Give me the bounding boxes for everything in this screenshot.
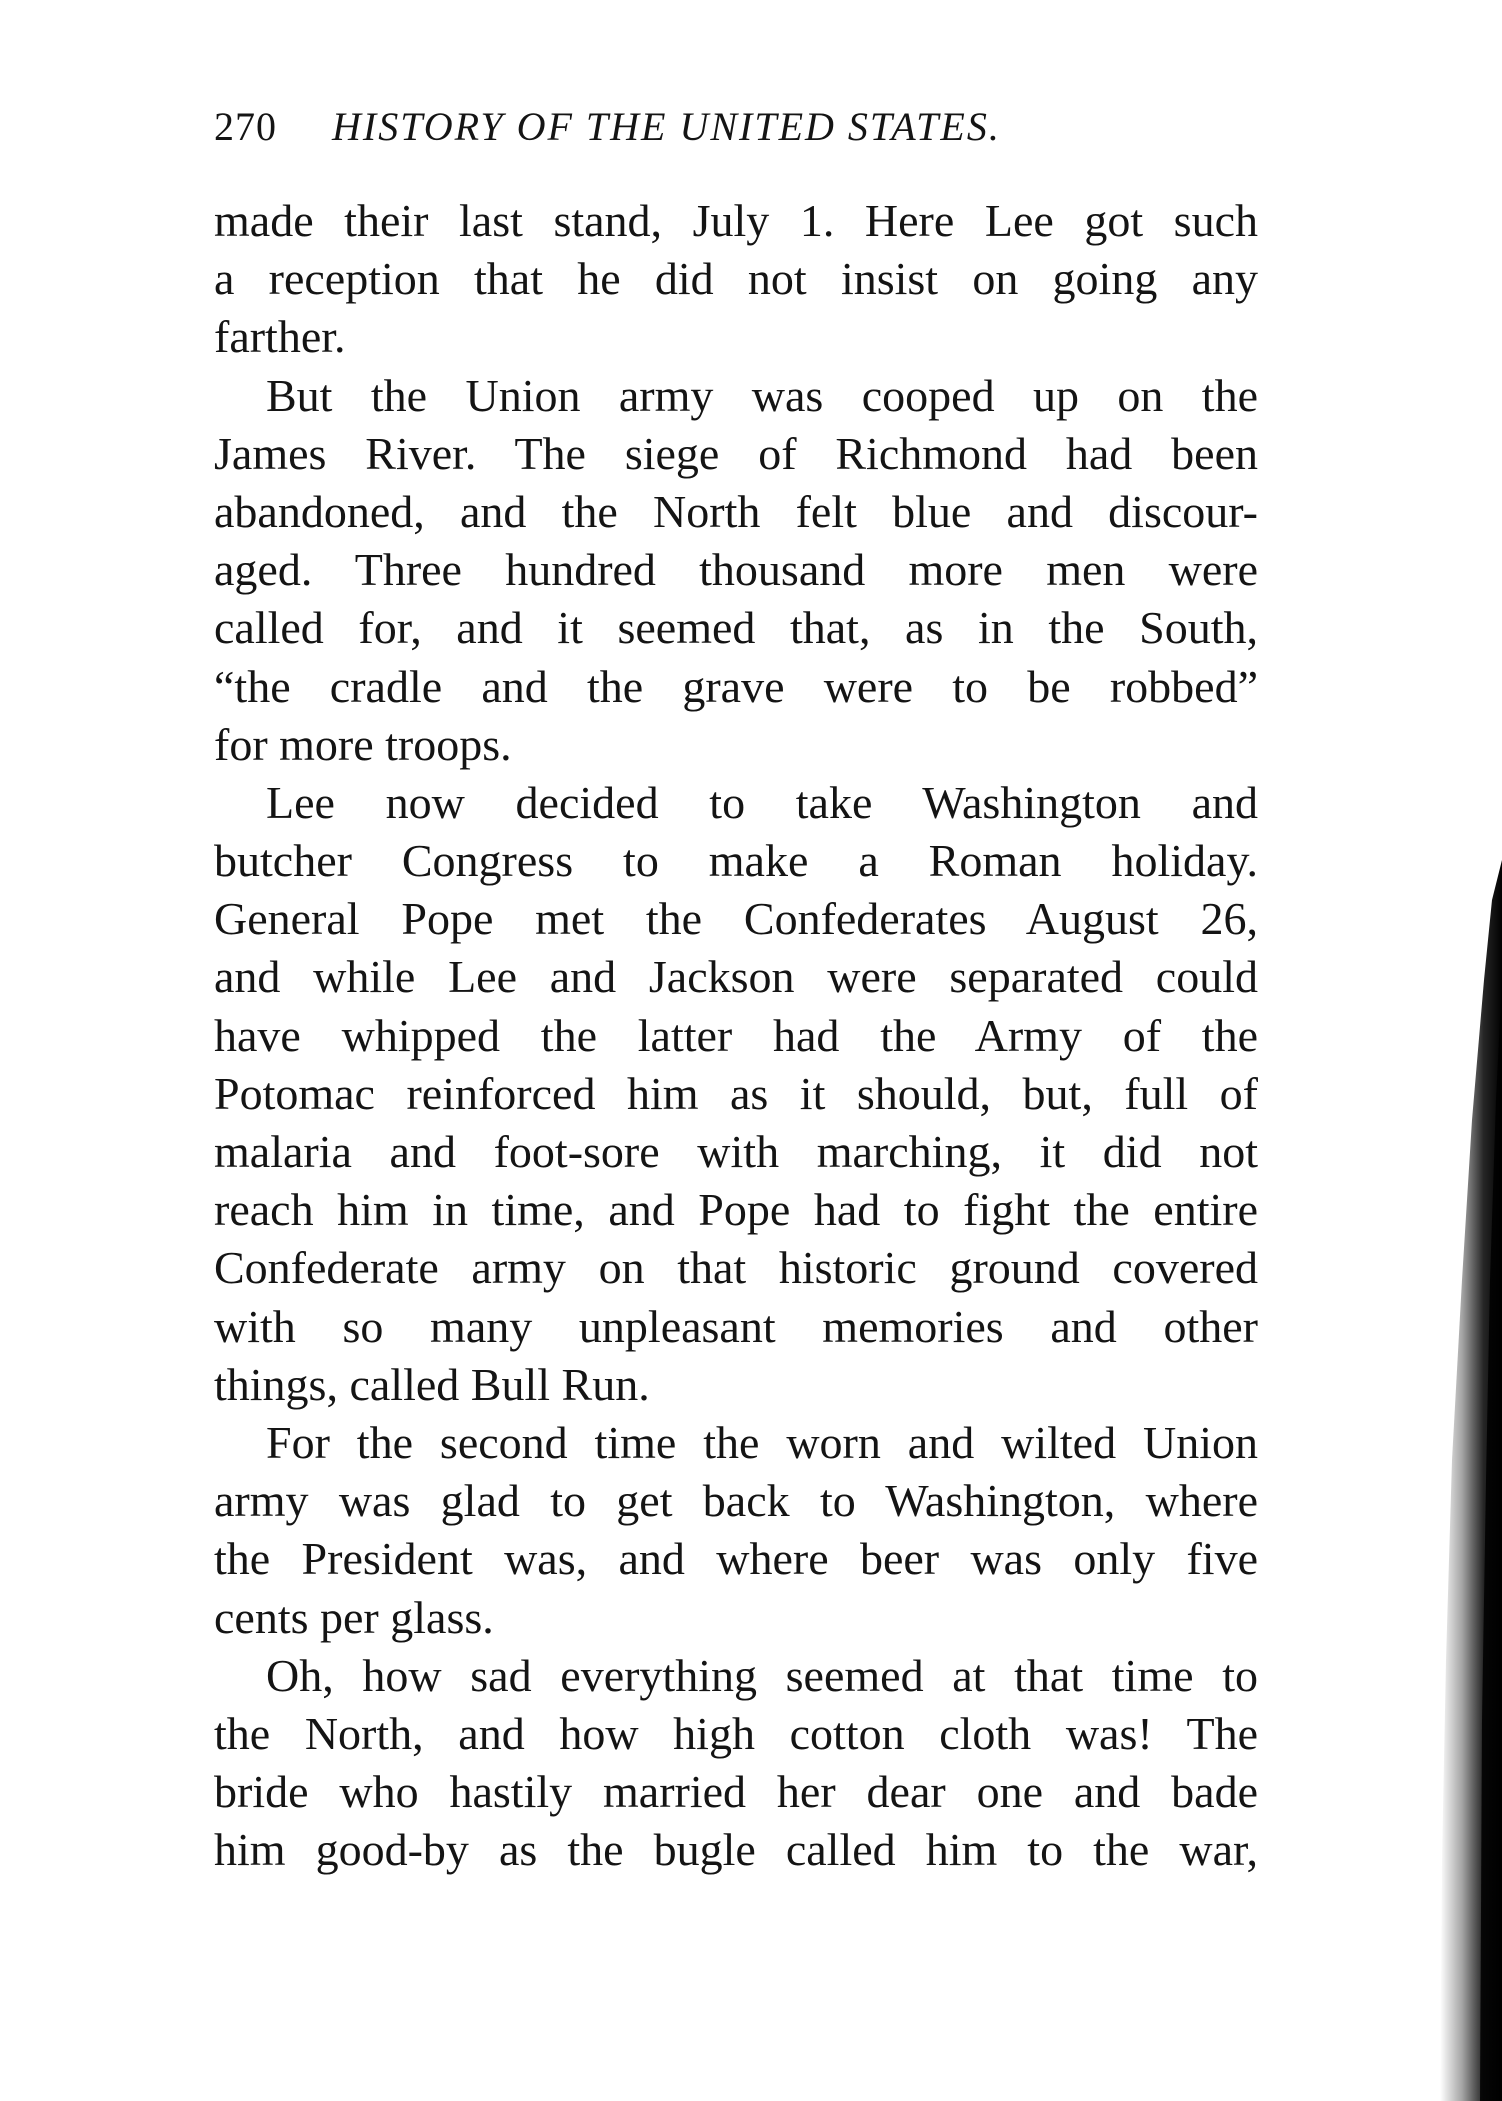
running-head (214, 102, 1001, 152)
text-line: him good-by as the bugle called him to the war, (214, 1824, 1258, 1876)
text-line: farther. (214, 311, 346, 363)
text-line: Potomac reinforced him as it should, but, full of (214, 1067, 1258, 1119)
text-line: reach him in time, and Pope had to fight the entire (214, 1184, 1258, 1236)
text-line: army was glad to get back to Washington, where (214, 1475, 1258, 1527)
text-line: “the cradle and the grave were to be robbed” (214, 660, 1258, 712)
text-line: For the second time the worn and wilted Union (266, 1416, 1258, 1468)
text-line: a reception that he did not insist on going any (214, 253, 1258, 305)
text-line: Lee now decided to take Washington and (266, 776, 1258, 828)
text-line: aged. Three hundred thousand more men were (214, 544, 1258, 596)
text-line: called for, and it seemed that, as in the South, (214, 602, 1258, 654)
text-line: made their last stand, July 1. Here Lee got such (214, 195, 1258, 246)
body-text (214, 192, 1258, 1879)
text-line: But the Union army was cooped up on the (266, 369, 1258, 421)
text-line: James River. The siege of Richmond had been (214, 427, 1258, 479)
text-line: and while Lee and Jackson were separated could (214, 951, 1258, 1003)
text-line: have whipped the latter had the Army of the (214, 1009, 1258, 1061)
running-title: HISTORY OF THE UNITED STATES. (332, 104, 1001, 149)
text-line: for more troops. (214, 718, 512, 770)
text-line: abandoned, and the North felt blue and discour- (214, 485, 1258, 537)
text-line: with so many unpleasant memories and other (214, 1300, 1258, 1352)
text-line: malaria and foot-sore with marching, it did not (214, 1126, 1258, 1177)
text-line: Oh, how sad everything seemed at that time to (266, 1649, 1258, 1701)
text-line: butcher Congress to make a Roman holiday. (214, 835, 1258, 887)
text-line: General Pope met the Confederates August 26, (214, 893, 1258, 945)
text-line: the North, and how high cotton cloth was! The (214, 1707, 1258, 1759)
page-number: 270 (214, 104, 277, 149)
text-line: cents per glass. (214, 1591, 494, 1643)
text-line: bride who hastily married her dear one and bade (214, 1766, 1258, 1818)
text-line: the President was, and where beer was only five (214, 1533, 1258, 1585)
text-line: Confederate army on that historic ground covered (214, 1242, 1258, 1294)
page-edge-shadow (1412, 860, 1502, 2101)
text-line: things, called Bull Run. (214, 1358, 650, 1410)
